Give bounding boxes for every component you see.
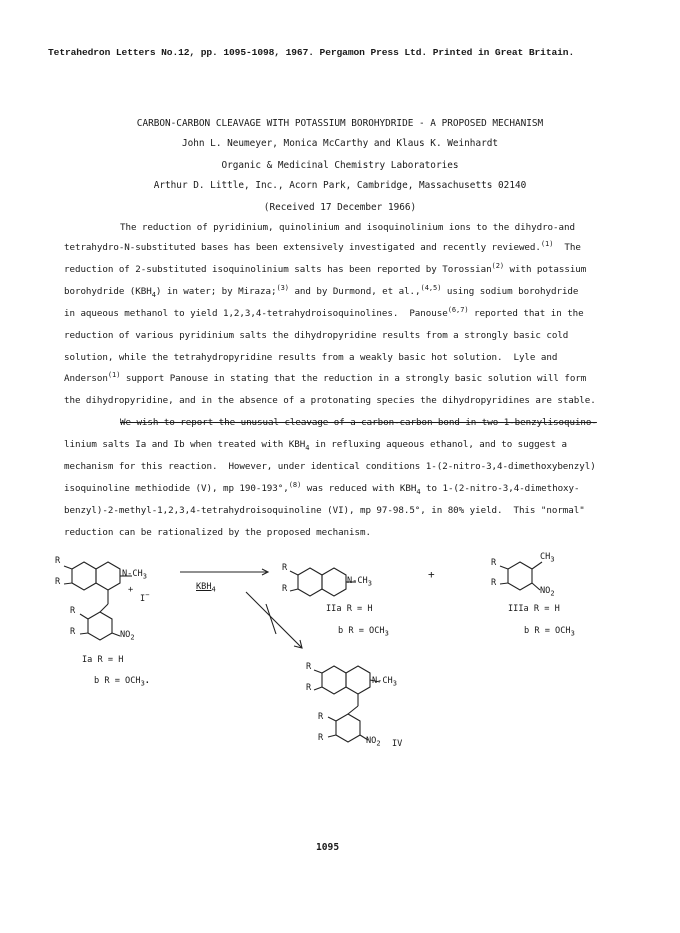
reference-mark: (1) [540, 239, 554, 248]
n-methyl-label [122, 569, 147, 579]
text-span: using sodium borohydride [441, 286, 579, 297]
struck-text: We wish to report the unusual cleavage of a carbon-carbon bond in two 1-benzylisoquino- [120, 417, 597, 428]
bond [328, 717, 336, 721]
r-group-label: R [282, 584, 288, 594]
bond [500, 566, 508, 569]
text-span: b R = OCH [524, 626, 571, 636]
compound-label-ia: Ia R = H [82, 655, 124, 665]
r-group-label: R [318, 733, 324, 743]
bond [64, 566, 72, 569]
text-span: NO [120, 630, 131, 640]
reference-mark: (4,5) [420, 283, 442, 292]
ring-benzo-iv [322, 666, 346, 694]
compound-label-iiib [524, 626, 575, 636]
bond [80, 633, 88, 634]
text-span: with potassium [504, 264, 587, 275]
subscript: 3 [367, 579, 372, 588]
received-date: (Received 17 December 1966) [263, 202, 417, 213]
text-span: N-CH [347, 576, 368, 586]
bond [290, 589, 298, 591]
bond [314, 687, 322, 690]
ring-tetrahydro-ii [322, 568, 346, 596]
bond [328, 735, 336, 737]
bond [112, 633, 120, 636]
affiliation-address: Arthur D. Little, Inc., Acorn Park, Cambridge, Massachusetts 02140 [153, 180, 527, 191]
page-number: 1095 [316, 842, 340, 853]
text-span: in aqueous methanol to yield 1,2,3,4-tetrahydroisoquinolines. Panouse [64, 308, 448, 319]
reference-mark: (8) [288, 480, 302, 489]
methyl-label [540, 552, 555, 562]
ring-pyridinium-i [96, 562, 120, 590]
r-group-label: R [55, 556, 61, 566]
paragraph-2-line: mechanism for this reaction. However, under identical conditions 1-(2-nitro-3,4-dimethoxybenzyl) [64, 461, 596, 472]
affiliation-lab: Organic & Medicinal Chemistry Laboratories [221, 160, 459, 171]
compound-label-iv: IV [392, 739, 403, 749]
plus-sign: + [428, 568, 435, 581]
subscript: 2 [550, 589, 555, 598]
r-group-label: R [55, 577, 61, 587]
paragraph-1-line: solution, while the tetrahydropyridine results from a weakly basic hot solution. Lyle and [64, 352, 558, 363]
paper-title: CARBON-CARBON CLEAVAGE WITH POTASSIUM BOROHYDRIDE - A PROPOSED MECHANISM [136, 118, 544, 129]
subscript: 2 [130, 633, 135, 642]
compound-label-iib [338, 626, 389, 636]
subscript: 3 [142, 572, 147, 581]
text-span: Anderson [64, 373, 108, 384]
paragraph-1-line: The reduction of pyridinium, quinolinium and isoquinolinium ions to the dihydro-and [120, 222, 575, 233]
paragraph-1-line: reduction of various pyridinium salts the dihydropyridine results from a strongly basic cold [64, 330, 569, 341]
text-span: ) in water; by Miraza; [155, 286, 277, 297]
paragraph-2-line: reduction can be rationalized by the proposed mechanism. [64, 527, 371, 538]
text-span: tetrahydro-N-substituted bases has been extensively investigated and recently reviewed. [64, 242, 541, 253]
text-span: NO [540, 586, 551, 596]
ring-benzyl-iv [336, 714, 360, 742]
r-group-label: R [282, 563, 288, 573]
ring-benzo-i [72, 562, 96, 590]
n-methyl-label [347, 576, 372, 586]
subscript: 4 [211, 585, 216, 594]
reference-mark: (1) [107, 370, 121, 379]
text-span: NO [366, 736, 377, 746]
text-span: . [144, 676, 150, 686]
iodide-label [140, 591, 150, 604]
text-span: b R = OCH [94, 676, 141, 686]
ring-tetrahydro-iv [346, 666, 370, 694]
subscript: 2 [376, 739, 381, 748]
subscript: 4 [151, 290, 156, 299]
text-span: KBH [196, 582, 212, 592]
subscript: 3 [384, 629, 389, 638]
reference-mark: (2) [491, 261, 505, 270]
nitro-label [540, 586, 555, 596]
text-span: reported that in the [468, 308, 584, 319]
text-span: N-CH [122, 569, 143, 579]
bond [100, 604, 108, 612]
reference-mark: (6,7) [447, 305, 469, 314]
author-list: John L. Neumeyer, Monica McCarthy and Klaus K. Weinhardt [181, 138, 499, 149]
text-span: I [140, 594, 146, 604]
bond [532, 583, 540, 590]
journal-header: Tetrahedron Letters No.12, pp. 1095-1098, 1967. Pergamon Press Ltd. Printed in Great Britain. [48, 47, 575, 58]
subscript: 4 [416, 487, 421, 496]
bond [314, 670, 322, 673]
text-span: was reduced with KBH [301, 483, 417, 494]
ring-benzyl-i [88, 612, 112, 640]
reaction-arrow [246, 592, 302, 648]
superscript: − [145, 591, 150, 600]
r-group-label: R [491, 558, 497, 568]
blocked-mark [266, 604, 276, 634]
subscript: 3 [392, 679, 397, 688]
subscript: 3 [550, 555, 555, 564]
r-group-label: R [318, 712, 324, 722]
n-methyl-label [372, 676, 397, 686]
reference-mark: (3) [276, 283, 289, 292]
text-span: isoquinoline methiodide (V), mp 190-193°, [64, 483, 289, 494]
paragraph-2-line: benzyl)-2-methyl-1,2,3,4-tetrahydroisoquinoline (VI), mp 97-98.5°, in 80% yield. This "normal" [64, 505, 585, 516]
text-span: in refluxing aqueous ethanol, and to suggest a [309, 439, 567, 450]
text-span: CH [540, 552, 551, 562]
ring-benzo-ii [298, 568, 322, 596]
r-group-label: R [70, 606, 76, 616]
text-span: b R = OCH [338, 626, 385, 636]
bond [290, 571, 298, 575]
text-span: reduction of 2-substituted isoquinolinium salts has been reported by Torossian [64, 264, 492, 275]
text-span: support Panouse in stating that the reduction in a strongly basic solution will form [120, 373, 587, 384]
r-group-label: R [70, 627, 76, 637]
r-group-label: R [491, 578, 497, 588]
charge-plus: + [128, 585, 134, 595]
r-group-label: R [306, 662, 312, 672]
r-group-label: R [306, 683, 312, 693]
reagent-label [196, 582, 216, 592]
text-span: to 1-(2-nitro-3,4-dimethoxy- [420, 483, 580, 494]
ring-toluene-iii [508, 562, 532, 590]
subscript: 4 [305, 443, 310, 452]
subscript: 3 [140, 679, 145, 688]
bond [80, 614, 88, 619]
nitro-label [366, 736, 381, 746]
text-span: borohydride (KBH [64, 286, 152, 297]
nitro-label [120, 630, 135, 640]
bond [500, 583, 508, 584]
compound-label-iiia: IIIa R = H [508, 604, 560, 614]
bond [532, 562, 542, 569]
subscript: 3 [570, 629, 575, 638]
text-span: N-CH [372, 676, 393, 686]
bond [64, 583, 72, 584]
text-span: linium salts Ia and Ib when treated with KBH [64, 439, 306, 450]
compound-label-iia: IIa R = H [326, 604, 373, 614]
text-span: and by Durmond, et al., [288, 286, 421, 297]
compound-label-ib [94, 676, 150, 686]
text-span: The [553, 242, 581, 253]
paragraph-1-line: the dihydropyridine, and in the absence of a protonating species the dihydropyridines are stable. [64, 395, 596, 406]
bond [348, 706, 358, 714]
